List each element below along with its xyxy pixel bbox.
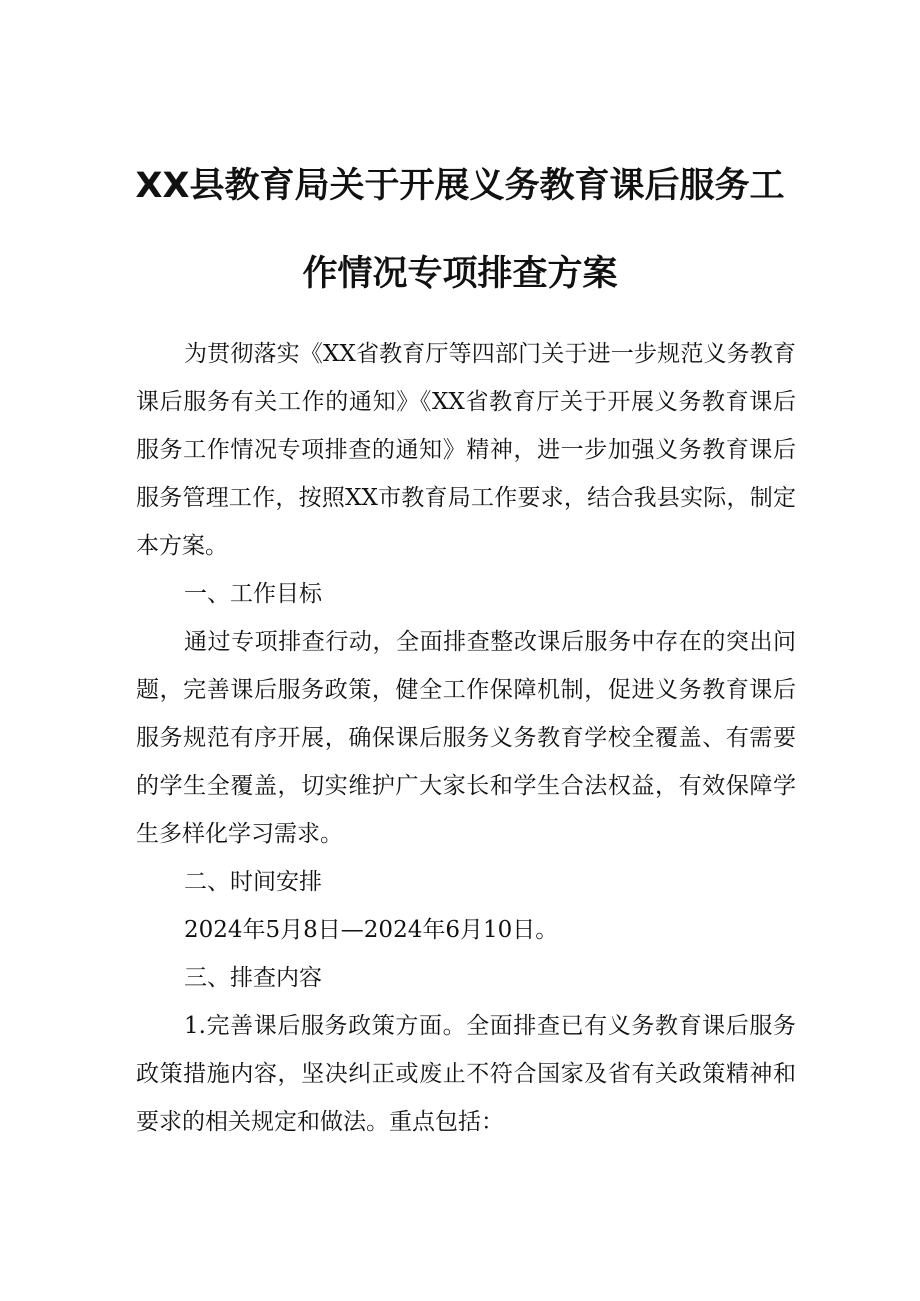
section-heading-content: 三、排查内容 xyxy=(184,965,322,991)
intro-paragraph: 为贯彻落实《XX省教育厅等四部门关于进一步规范义务教育课后服务有关工作的通知》《XX省教育厅关于开展义务教育课后服务工作情况专项排查的通知》精神，进一步加强义务教育课后服务管理工作，按照XX市教育局工作要求，结合我县实际，制定本方案。 xyxy=(136,341,796,559)
section-heading-goals: 一、工作目标 xyxy=(184,581,322,607)
document-title-line-1: XX县教育局关于开展义务教育课后服务工 xyxy=(135,166,785,206)
document-title-line-2: 作情况专项排查方案 xyxy=(302,254,618,294)
schedule-paragraph: 2024年5月8日—2024年6月10日。 xyxy=(184,917,559,943)
content-item-1-paragraph: 1.完善课后服务政策方面。全面排查已有义务教育课后服务政策措施内容，坚决纠正或废止不符合国家及省有关政策精神和要求的相关规定和做法。重点包括： xyxy=(136,1013,796,1135)
document-body xyxy=(136,330,796,1146)
goals-paragraph: 通过专项排查行动，全面排查整改课后服务中存在的突出问题，完善课后服务政策，健全工作保障机制，促进义务教育课后服务规范有序开展，确保课后服务义务教育学校全覆盖、有需要的学生全覆盖，切实维护广大家长和学生合法权益，有效保障学生多样化学习需求。 xyxy=(136,629,796,847)
section-heading-schedule: 二、时间安排 xyxy=(184,869,322,895)
